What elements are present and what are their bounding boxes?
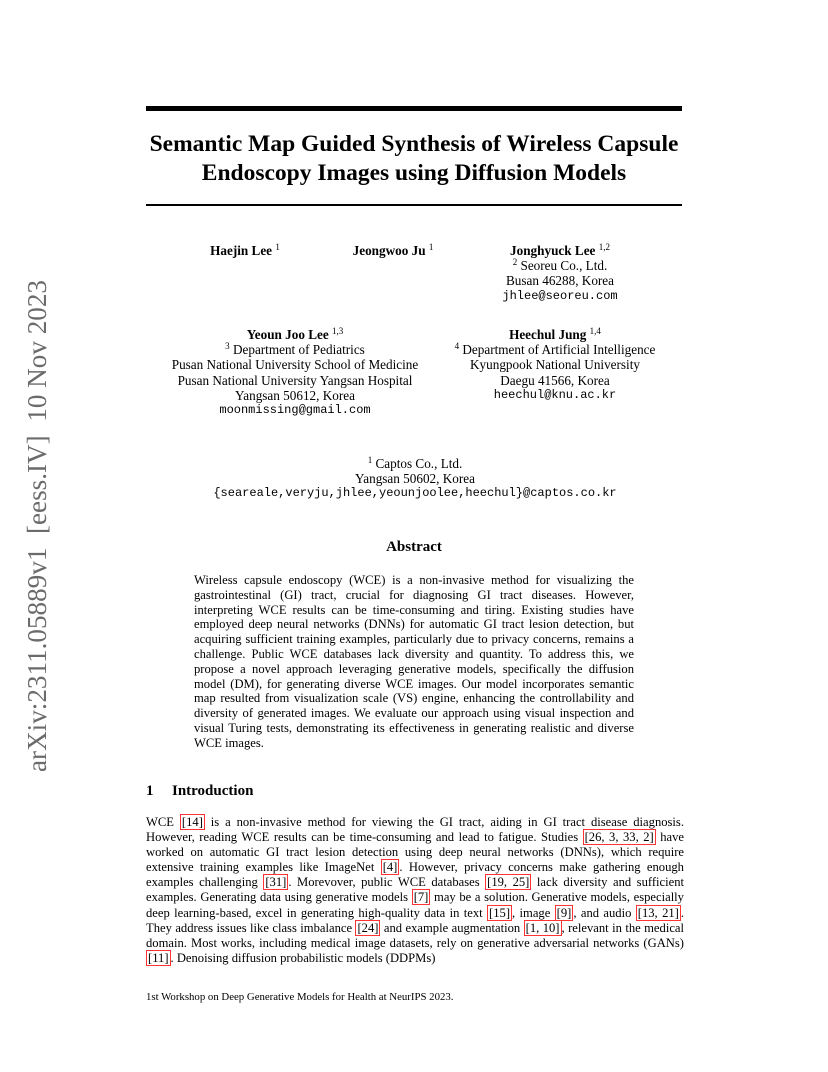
title-top-rule xyxy=(146,106,682,111)
citation-link[interactable]: [14] xyxy=(181,815,203,829)
citation-link[interactable]: [19, 25] xyxy=(487,875,530,890)
affiliation-address: Yangsan 50612, Korea xyxy=(235,387,355,403)
affiliation-captos xyxy=(180,456,650,502)
affiliation-line: Pusan National University School of Medicine xyxy=(171,357,419,373)
text-segment: . However, privacy concerns make gathering enough examples challenging xyxy=(146,860,684,890)
section-title: Introduction xyxy=(172,783,254,799)
affiliation-superscript: 2 xyxy=(512,257,518,268)
introduction-paragraph xyxy=(146,815,684,966)
section-heading-introduction xyxy=(146,782,682,800)
citation-link[interactable]: [13, 21] xyxy=(637,905,679,920)
citation-link[interactable]: [26, 3, 33, 2] xyxy=(584,830,654,845)
text-segment: . Morevover, public WCE databases xyxy=(288,875,486,890)
text-segment: , relevant in the medical domain. Most works, including medical image datasets, rely on generative adversarial networks (GANs) xyxy=(146,920,685,950)
citation-link[interactable]: [11] xyxy=(148,950,169,965)
text-segment: have worked on automatic GI tract lesion detection using deep neural networks (DNNs), which require extensive training examples like ImageNet xyxy=(146,830,685,875)
citation-link[interactable]: [4] xyxy=(382,860,398,875)
affiliation-name: Seoreu Co., Ltd. xyxy=(520,258,608,274)
author-email: heechul@knu.ac.kr xyxy=(493,387,617,402)
author-yeoun-joo-lee xyxy=(150,327,440,418)
affiliation-line: Pusan National University Yangsan Hospital xyxy=(177,372,413,388)
affiliation-name: Department of Pediatrics xyxy=(232,342,365,358)
author-heechul-jung xyxy=(430,327,680,403)
author-jonghyuck-lee xyxy=(470,243,650,304)
affiliation-address: Yangsan 50602, Korea xyxy=(355,471,475,487)
affiliation-name: Department of Artificial Intelligence xyxy=(462,342,656,358)
affiliation-superscript: 1 xyxy=(367,455,373,465)
citation-link[interactable]: [7] xyxy=(413,890,429,905)
author-name: Jeongwoo Ju xyxy=(352,243,426,258)
author-email: moonmissing@gmail.com xyxy=(219,403,371,418)
affiliation-superscript: 4 xyxy=(454,341,460,352)
author-superscript: 1 xyxy=(428,242,434,252)
text-segment: WCE xyxy=(146,815,180,829)
author-name: Yeoun Joo Lee xyxy=(246,327,329,342)
citation-link[interactable]: [31] xyxy=(265,875,287,890)
text-segment: . They address issues like class imbalance xyxy=(146,905,685,935)
group-email: {seareale,veryju,jhlee,yeounjoolee,heechul}@captos.co.kr xyxy=(213,486,617,501)
text-segment: lack diversity and sufficient examples. Generating data using generative models xyxy=(146,875,685,905)
affiliation-address: Daegu 41566, Korea xyxy=(500,372,610,388)
abstract-heading: Abstract xyxy=(386,539,442,555)
arxiv-identifier-stamp xyxy=(0,0,70,1072)
citation-link[interactable]: [9] xyxy=(556,905,572,920)
author-name: Heechul Jung xyxy=(509,327,587,342)
text-segment: may be a solution. Generative models, especially deep learning-based, excel in generating high-quality data in text xyxy=(146,890,684,920)
affiliation-name: Captos Co., Ltd. xyxy=(375,456,463,471)
text-segment: , image xyxy=(512,905,555,920)
author-jeongwoo-ju xyxy=(318,243,468,258)
author-email: jhlee@seoreu.com xyxy=(502,288,618,303)
citation-link[interactable]: [1, 10] xyxy=(525,920,560,935)
text-segment: . Denoising diffusion probabilistic models (DDPMs) xyxy=(170,950,436,965)
author-superscript: 1,3 xyxy=(332,326,344,336)
author-superscript: 1,2 xyxy=(598,242,610,252)
affiliation-superscript: 3 xyxy=(225,341,230,352)
paper-title: Semantic Map Guided Synthesis of Wireless Capsule Endoscopy Images using Diffusion Models xyxy=(149,131,679,186)
citation-link[interactable]: [15] xyxy=(489,905,511,920)
text-segment: and example augmentation xyxy=(380,920,524,935)
text-segment: , and audio xyxy=(573,905,636,920)
venue-footnote: 1st Workshop on Deep Generative Models for Health at NeurIPS 2023. xyxy=(146,991,454,1003)
section-number: 1 xyxy=(146,783,154,799)
title-bottom-rule xyxy=(146,204,682,206)
citation-link[interactable]: [24] xyxy=(357,920,379,935)
author-haejin-lee xyxy=(170,243,320,258)
abstract-text: Wireless capsule endoscopy (WCE) is a non-invasive method for visualizing the gastrointestinal (GI) tract, crucial for diagnosing GI tract diseases. However, interpreting WCE results can be time-consuming and tiring. Existing studies have employed deep neural networks (DNNs) for automatic GI tract lesion detection, but acquiring sufficient training examples, particularly due to privacy concerns, remains a challenge. Public WCE databases lack diversity and quantity. To address this, we propose a novel approach leveraging generative models, specifically the diffusion model (DM), for generating diverse WCE images. Our model incorporates semantic map resulted from visualization scale (VS) engine, enhancing the controllability and diversity of generated images. We evaluate our approach using visual inspection and visual Turing tests, demonstrating its effectiveness in generating realistic and diverse WCE images. xyxy=(194,573,634,750)
author-name: Jonghyuck Lee xyxy=(510,243,596,258)
author-name: Haejin Lee xyxy=(210,243,273,258)
author-superscript: 1,4 xyxy=(589,326,601,336)
arxiv-identifier-text: arXiv:2311.05889v1 [eess.IV] 10 Nov 2023 xyxy=(22,282,52,772)
text-segment: is a non-invasive method for viewing the GI tract, aiding in GI tract disease diagnosis. However, reading WCE results can be time-consuming and lead to fatigue. Studies xyxy=(146,815,684,845)
affiliation-address: Busan 46288, Korea xyxy=(505,273,615,289)
author-superscript: 1 xyxy=(275,242,280,252)
affiliation-line: Kyungpook National University xyxy=(470,357,640,373)
